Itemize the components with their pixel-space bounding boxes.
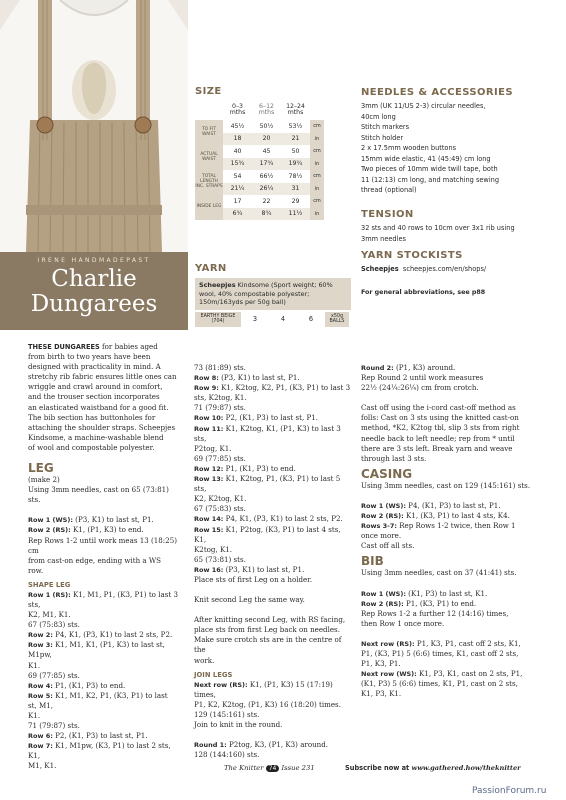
leg-rows-continued (194, 363, 352, 585)
title-panel (0, 252, 188, 330)
leg-make: (make 2) (28, 475, 60, 485)
size-value: 6¾ (223, 208, 252, 221)
size-value: 18 (223, 133, 252, 146)
needles-section (361, 87, 561, 196)
column-3 (361, 363, 533, 699)
leg-heading: LEG (28, 461, 54, 476)
size-value: 20 (252, 133, 281, 146)
yarn-unit: x50g BALLS (325, 312, 349, 327)
size-value: 53½ (288, 122, 303, 130)
pattern-row: 73 (81:89) sts. (194, 363, 246, 372)
pattern-row: Next row (RS): K1, (P1, K3) 15 (17:19) times, (194, 679, 333, 699)
needles-list (361, 101, 561, 196)
size-heading: SIZE (195, 86, 222, 97)
size-value: 45 (262, 147, 271, 155)
pattern-row: 22½ (24¼:26¼) cm from crotch. (361, 383, 479, 393)
footer-magazine: The Knitter 74 Issue 231 (224, 764, 315, 772)
footer-subscribe: Subscribe now at www.gathered.how/theknitter (345, 764, 521, 772)
size-value: 50 (291, 147, 300, 155)
bib-cast-on: Using 3mm needles, cast on 37 (41:41) sts. (361, 568, 517, 578)
knit-second-leg: Knit second Leg the same way. (194, 595, 305, 605)
pattern-row: Row 1 (RS): K1, M1, P1, (K3, P1) to last 3 sts, (28, 589, 178, 609)
subscribe-link[interactable]: www.gathered.how/theknitter (411, 764, 521, 772)
pattern-row: Row 2: P4, K1, (P3, K1) to last 2 sts, P2. (28, 630, 173, 640)
size-value: 54 (233, 172, 242, 180)
pattern-row: Cast off all sts. (361, 541, 415, 551)
stockists-section (361, 250, 561, 275)
leg-repeat: Rep Rows 1-2 until work meas 13 (18:25) cm from cast-on edge, ending with a WS row. (28, 535, 177, 575)
pattern-row: (K1, P3) 5 (6:6) times, K1, P1, cast on 2 sts, (361, 679, 518, 689)
size-row (195, 120, 324, 133)
pattern-row: Row 8: (P3, K1) to last st, P1. (194, 373, 300, 383)
size-value: 31 (281, 183, 310, 196)
tension-text: 32 sts and 40 rows to 10cm over 3x1 rib using 3mm needles (361, 224, 515, 243)
intro-paragraph: THESE DUNGAREES for babies aged from birth to two years have been designed with practicality in mind. A stretchy rib fabric ensures little ones can wriggle and crawl around in comfort, and the trouser section incorporates an elasticated waistband for a good fit. The bib section has buttonholes for attaching the shoulder straps. Scheepjes Kindsome, a machine-washable blend of wool and compostable polyester. (28, 342, 177, 452)
pattern-row: Row 4: P1, (K1, P3) to end. (28, 680, 126, 690)
pattern-row: Cast off using the i-cord cast-off method as (361, 403, 516, 413)
size-row-label: ACTUAL WAIST (195, 145, 223, 170)
pattern-row: P1, (K3, P1) 5 (6:6) times, K1, cast off 2 sts, (361, 648, 519, 658)
column-2 (194, 363, 352, 760)
tension-section (361, 209, 561, 244)
bib-heading: BIB (361, 554, 384, 569)
size-value: 11½ (281, 208, 310, 221)
size-unit: in (310, 133, 324, 146)
tension-heading: TENSION (361, 209, 414, 220)
pattern-row: K2tog, K1. (194, 544, 233, 554)
size-unit: in (310, 208, 324, 221)
pattern-row: once more. (361, 531, 402, 541)
size-col-2: 6–12 mths (258, 102, 275, 116)
join-legs-rows (194, 680, 352, 730)
join-legs-heading: JOIN LEGS (194, 670, 233, 679)
after-second-leg: After knitting second Leg, with RS facing, place sts from first Leg back on needles. Make sure crotch sts are in the centre of the work. (194, 615, 346, 665)
yarn-description: Scheepjes Kindsome (Sport weight; 60% wool, 40% compostable polyester; 150m/163yds per 50g ball) (195, 278, 351, 310)
pattern-row: Rows 3-7: Rep Rows 1-2 twice, then Row 1 (361, 521, 516, 531)
pattern-row: M1, K1. (28, 761, 57, 771)
pattern-row: Row 1 (WS): P4, (K1, P3) to last st, P1. (361, 500, 501, 510)
bib-buttonhole-rows (361, 639, 533, 700)
page-number: 74 (266, 765, 280, 772)
pattern-row: Row 2 (RS): P1, (K3, P1) to end. (361, 598, 477, 608)
leg-row-2: Row 2 (RS): K1, (P1, K3) to end. (28, 525, 144, 535)
round-2-rows (361, 363, 533, 393)
pattern-row: Row 12: P1, (K1, P3) to end. (194, 463, 296, 473)
size-section (195, 86, 350, 220)
yarn-heading: YARN (195, 263, 227, 274)
size-row-label: INSIDE LEG (195, 195, 223, 220)
pattern-row: K2, K2tog, K1. (194, 494, 247, 504)
size-col-3: 12–24 mths (286, 102, 305, 116)
round-1 (194, 740, 352, 760)
pattern-row: Row 1 (WS): (K1, P3) to last st, K1. (361, 588, 488, 598)
size-value: 66½ (259, 172, 274, 180)
pattern-row: P2tog, K1. (194, 443, 232, 453)
stockists-link[interactable]: scheepjes.com/en/shops/ (402, 265, 487, 273)
size-row (195, 145, 324, 158)
pattern-row: K1, P3, K1. (361, 689, 402, 699)
pattern-title-line2: Dungarees (30, 291, 158, 317)
size-value: 17¾ (252, 158, 281, 171)
pattern-title-line1: Charlie (51, 266, 137, 292)
needles-item: 40cm long (361, 112, 396, 121)
needles-heading: NEEDLES & ACCESSORIES (361, 87, 513, 98)
stockists-text: Scheepjes scheepjes.com/en/shops/ (361, 265, 487, 273)
size-unit: cm (310, 195, 324, 208)
pattern-row: Row 15: K1, P2tog, (K3, P1) to last 4 sts, K1, (194, 524, 341, 544)
pattern-row: Row 9: K1, K2tog, K2, P1, (K3, P1) to last 3 (194, 383, 351, 393)
size-value: 19¾ (281, 158, 310, 171)
needles-item: Stitch markers (361, 123, 410, 131)
pattern-row: P1, K2, K2tog, (P1, K3) 16 (18:20) times. (194, 699, 341, 709)
size-value: 22 (262, 197, 271, 205)
needles-item: 15mm wide elastic, 41 (45:49) cm long (361, 154, 491, 163)
size-value: 45½ (230, 122, 245, 130)
pattern-row: then Row 1 once more. (361, 618, 445, 628)
watermark: PassionForum.ru (472, 786, 547, 796)
pattern-row: K2, M1, K1. (28, 610, 71, 620)
pattern-row: method, *K2, K2tog tbl, slip 3 sts from right (361, 423, 520, 433)
pattern-row: sts, K2tog, K1. (194, 393, 247, 403)
leg-cast-on: Using 3mm needles, cast on 65 (73:81) sts. (28, 485, 169, 505)
size-value: 29 (291, 197, 300, 205)
size-value: 17 (233, 197, 242, 205)
pattern-row: Row 13: K1, K2tog, P1, (K3, P1) to last 5 sts, (194, 474, 341, 494)
size-value: 50½ (259, 122, 274, 130)
size-value: 15¾ (223, 158, 252, 171)
designer-name: IRENE HANDMADEPAST (37, 257, 151, 264)
size-col-1: 0–3 mths (229, 102, 246, 116)
pattern-row: 65 (73:81) sts. (194, 554, 246, 564)
yarn-qty-2: 4 (280, 315, 286, 324)
pattern-row: through last 3 sts. (361, 453, 427, 463)
pattern-row: K1. (28, 660, 41, 670)
yarn-shade: EARTHY BEIGE (704) (195, 312, 241, 327)
pattern-row: Row 6: P2, (K1, P3) to last st, P1. (28, 731, 148, 741)
cast-off-instructions (361, 403, 533, 464)
needles-item: 2 x 17.5mm wooden buttons (361, 144, 457, 152)
yarn-qty-3: 6 (308, 315, 314, 324)
dungarees-photo (0, 0, 188, 252)
size-value: 78½ (288, 172, 303, 180)
pattern-row: Rep Round 2 until work measures (361, 373, 484, 383)
pattern-row: needle back to left needle; rep from * until (361, 433, 515, 443)
abbreviations-note: For general abbreviations, see p88 (361, 289, 486, 296)
size-value: 21¼ (223, 183, 252, 196)
pattern-row: Row 7: K1, M1pw, (K3, P1) to last 2 sts, K1, (28, 741, 171, 761)
pattern-row: Rep Rows 1-2 a further 12 (14:16) times, (361, 608, 509, 618)
size-unit: in (310, 158, 324, 171)
pattern-row: Round 2: (P1, K3) around. (361, 363, 456, 372)
pattern-row: 129 (145:161) sts. (194, 709, 260, 719)
pattern-row: Row 5: K1, M1, K2, P1, (K3, P1) to last st, M1, (28, 690, 168, 710)
bib-rows (361, 589, 533, 629)
pattern-row: folls: Cast on 3 sts using the knitted cast-on (361, 413, 519, 423)
pattern-row: Row 2 (RS): K1, (K3, P1) to last 4 sts, K4. (361, 511, 510, 521)
pattern-row: there are 3 sts left. Break yarn and weave (361, 443, 513, 453)
size-unit: cm (310, 120, 324, 133)
stockists-heading: YARN STOCKISTS (361, 250, 463, 261)
pattern-row: Next row (RS): P1, K3, P1, cast off 2 sts, K1, (361, 638, 521, 648)
size-table (195, 100, 324, 220)
pattern-row: 71 (79:87) sts. (28, 721, 80, 731)
pattern-row: 128 (144:160) sts. (194, 750, 260, 760)
pattern-row: K1. (28, 711, 41, 720)
needles-item: Stitch holder (361, 133, 404, 142)
pattern-row: 69 (77:85) sts. (28, 670, 80, 680)
pattern-row: Row 11: K1, K2tog, K1, (P1, K3) to last 3 sts, (194, 423, 341, 443)
pattern-row: 71 (79:87) sts. (194, 403, 246, 413)
pattern-row: Row 16: (P3, K1) to last st, P1. (194, 564, 305, 574)
pattern-row: Join to knit in the round. (194, 720, 283, 729)
pattern-row: Row 14: P4, K1, (P3, K1) to last 2 sts, P2. (194, 514, 343, 524)
size-unit: cm (310, 145, 324, 158)
size-value: 21 (281, 133, 310, 146)
yarn-qty-1: 3 (252, 315, 258, 324)
pattern-row: 67 (75:83) sts. (194, 504, 246, 514)
pattern-row: Place sts of first Leg on a holder. (194, 574, 313, 584)
pattern-row: Next row (WS): K1, P3, K1, cast on 2 sts, P1, (361, 669, 523, 679)
needles-item: Two pieces of 10mm wide twill tape, both (361, 165, 498, 173)
pattern-row: Row 3: K1, M1, K1, (P1, K3) to last st, M1pw, (28, 640, 165, 660)
yarn-quantities (195, 312, 351, 327)
casing-heading: CASING (361, 466, 413, 481)
needles-item: 11 (12:13) cm long, and matching sewing (361, 175, 500, 184)
leg-row-1: Row 1 (WS): (P3, K1) to last st, P1. (28, 515, 154, 525)
size-value: 26¼ (252, 183, 281, 196)
pattern-row: Round 1: P2tog, K3, (P1, K3) around. (194, 740, 329, 750)
shape-leg-heading: SHAPE LEG (28, 580, 71, 589)
size-row (195, 170, 324, 183)
size-row-label: TO FIT WAIST (195, 120, 223, 145)
size-value: 8¾ (252, 208, 281, 221)
size-value: 40 (233, 147, 242, 155)
needles-item: 3mm (UK 11/US 2-3) circular needles, (361, 102, 486, 110)
casing-rows (361, 501, 533, 551)
garment-photo (0, 0, 188, 252)
pattern-row: 69 (77:85) sts. (194, 453, 246, 463)
size-unit: in (310, 183, 324, 196)
pattern-row: P1, K3, P1. (361, 659, 401, 669)
yarn-section (195, 263, 351, 327)
casing-cast-on: Using 3mm needles, cast on 129 (145:161) sts. (361, 480, 531, 490)
size-row-label: TOTAL LENGTH INC. STRAPS (195, 170, 223, 195)
pattern-row: 67 (75:83) sts. (28, 620, 80, 630)
column-1 (28, 342, 178, 772)
shape-leg-rows (28, 590, 178, 772)
pattern-row: Row 10: P2, (K1, P3) to last st, P1. (194, 413, 319, 423)
needles-item: thread (optional) (361, 186, 417, 194)
size-unit: cm (310, 170, 324, 183)
size-row (195, 195, 324, 208)
